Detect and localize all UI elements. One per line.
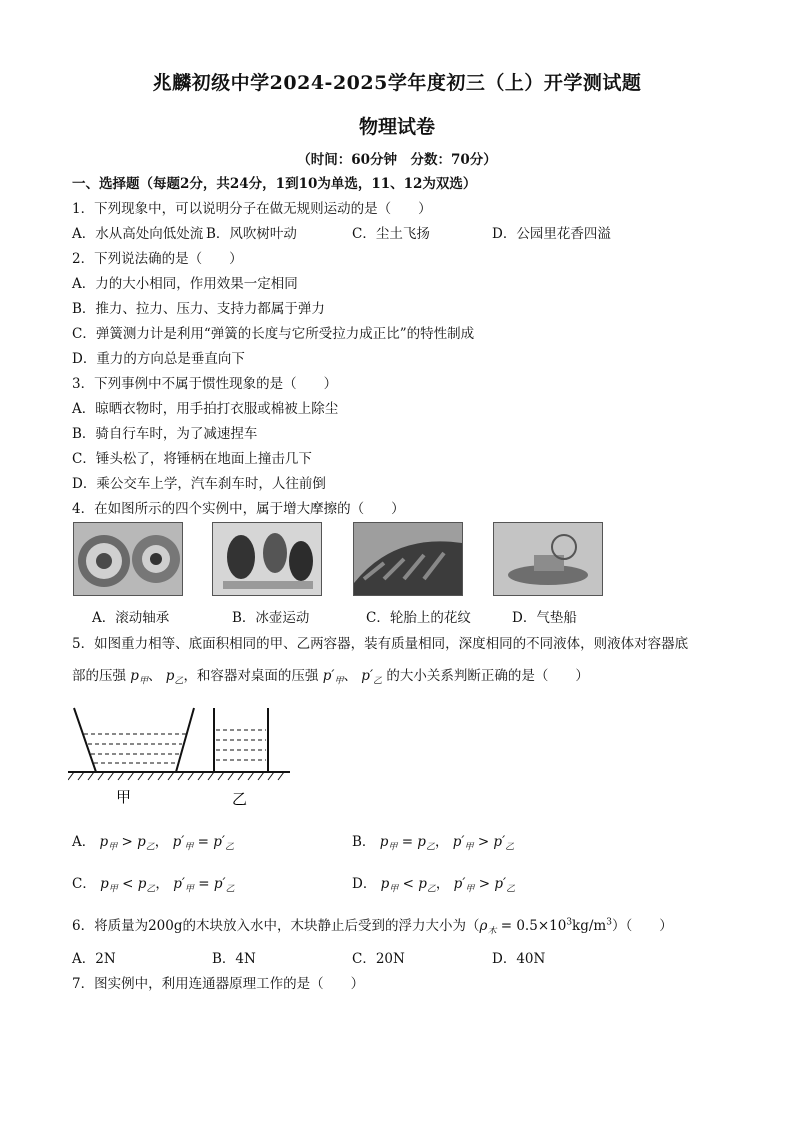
question-2-option-d: D．重力的方向总是垂直向下 [72,351,245,367]
question-7-stem: 7．图实例中，利用连通器原理工作的是（ ） [72,976,365,992]
question-1-option-c: C．尘土飞扬 [352,226,430,242]
time-score-info: （时间：60分钟 分数：70分） [297,152,497,168]
question-2-option-c: C．弹簧测力计是利用“弹簧的长度与它所受拉力成正比”的特性制成 [72,326,475,342]
question-6-option-d: D．40N [492,951,546,967]
question-6-option-a: A．2N [72,951,116,967]
question-1-option-d: D．公园里花香四溢 [492,226,611,242]
question-4-option-d: D．气垫船 [512,610,577,626]
page-title: 兆麟初级中学2024-2025学年度初三（上）开学测试题 [152,72,642,94]
question-3-option-a: A．晾晒衣物时，用手拍打衣服或棉被上除尘 [72,401,339,417]
question-5-option-d: D． $p_甲 < p_乙$， $p'_甲 > p'_乙$ [352,876,516,895]
question-3-option-c: C．锤头松了，将锤柄在地面上撞击几下 [72,451,312,467]
question-1-stem: 1．下列现象中，可以说明分子在做无规则运动的是（ ） [72,201,432,217]
question-5-stem-line-2: 部的压强 $p_甲$、 $p_乙$，和容器对桌面的压强 $p'_甲$、 $p'_乙$ 的大小关系判断正确的是（ ） [72,668,589,687]
question-4-option-c: C．轮胎上的花纹 [366,610,471,626]
question-2-stem: 2．下列说法确的是（ ） [72,251,243,267]
question-5-option-a: A． $p_甲 > p_乙$， $p'_甲 = p'_乙$ [72,834,234,853]
question-5-option-b: B． $p_甲 = p_乙$， $p'_甲 > p'_乙$ [352,834,515,853]
curling-photo [212,522,322,596]
label-yi: 乙 [232,790,248,808]
question-5-stem-line-1: 5．如图重力相等、底面积相同的甲、乙两容器，装有质量相同，深度相同的不同液体，则液体对容器底 [72,636,689,652]
hovercraft-photo [493,522,603,596]
question-6-stem: 6．将质量为200g的木块放入水中，木块静止后受到的浮力大小为$(\rho_木 = 0.5\times 10^3kg/m^3)$（ ） [72,917,673,937]
question-5-option-c: C． $p_甲 < p_乙$， $p'_甲 = p'_乙$ [72,876,235,895]
question-3-stem: 3．下列事例中不属于惯性现象的是（ ） [72,376,338,392]
label-jia: 甲 [116,788,132,806]
question-2-option-b: B．推力、拉力、压力、支持力都属于弹力 [72,301,325,317]
question-2-option-a: A．力的大小相同，作用效果一定相同 [72,276,298,292]
question-1-option-a: A．水从高处向低处流 [72,226,204,242]
question-6-option-b: B．4N [212,951,256,967]
page-subtitle: 物理试卷 [358,116,435,138]
containers-diagram [68,700,294,812]
question-4-stem: 4．在如图所示的四个实例中，属于增大摩擦的（ ） [72,501,405,517]
question-1-option-b: B．风吹树叶动 [206,226,297,242]
section-heading: 一、选择题（每题2分，共24分，1到10为单选，11、12为双选） [72,176,477,192]
question-6-option-c: C．20N [352,951,405,967]
bearing-photo [73,522,183,596]
question-4-option-b: B．冰壶运动 [232,610,310,626]
question-3-option-d: D．乘公交车上学，汽车刹车时，人往前倒 [72,476,326,492]
question-3-option-b: B．骑自行车时，为了减速捏车 [72,426,258,442]
question-4-option-a: A．滚动轴承 [92,610,170,626]
tire-tread-photo [353,522,463,596]
